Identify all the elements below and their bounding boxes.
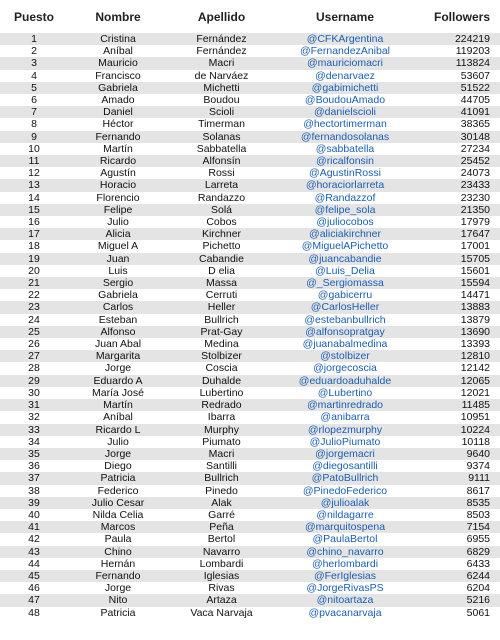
- cell-puesto: 17: [0, 228, 68, 240]
- cell-apellido: Boudou: [168, 94, 275, 106]
- cell-username-link[interactable]: @BoudouAmado: [275, 94, 415, 106]
- cell-username-link[interactable]: @rlopezmurphy: [275, 424, 415, 436]
- cell-apellido: Rossi: [168, 167, 275, 179]
- cell-followers: 17001: [415, 240, 500, 252]
- cell-followers: 7154: [415, 521, 500, 533]
- cell-apellido: Michetti: [168, 82, 275, 94]
- cell-nombre: Eduardo A: [68, 375, 168, 387]
- cell-username-link[interactable]: @denarvaez: [275, 70, 415, 82]
- cell-nombre: Julio: [68, 216, 168, 228]
- cell-puesto: 24: [0, 314, 68, 326]
- cell-username-link[interactable]: @JorgeRivasPS: [275, 582, 415, 594]
- cell-apellido: D elia: [168, 265, 275, 277]
- cell-username-link[interactable]: @felipe_sola: [275, 204, 415, 216]
- cell-followers: 12065: [415, 375, 500, 387]
- cell-puesto: 34: [0, 436, 68, 448]
- cell-apellido: Garré: [168, 509, 275, 521]
- cell-username-link[interactable]: @PaulaBertol: [275, 533, 415, 545]
- cell-username-link[interactable]: @sabbatella: [275, 143, 415, 155]
- table-row: [0, 375, 500, 387]
- cell-nombre: Sergio: [68, 277, 168, 289]
- cell-puesto: 32: [0, 411, 68, 423]
- cell-puesto: 30: [0, 387, 68, 399]
- cell-apellido: Cabandie: [168, 253, 275, 265]
- table-row: [0, 33, 500, 45]
- cell-puesto: 22: [0, 289, 68, 301]
- cell-puesto: 35: [0, 448, 68, 460]
- cell-username-link[interactable]: @anibarra: [275, 411, 415, 423]
- cell-followers: 6204: [415, 582, 500, 594]
- cell-nombre: Hernán: [68, 558, 168, 570]
- cell-puesto: 37: [0, 472, 68, 484]
- table-row: [0, 131, 500, 143]
- cell-followers: 6955: [415, 533, 500, 545]
- cell-followers: 119203: [415, 45, 500, 57]
- cell-username-link[interactable]: @Luis_Delia: [275, 265, 415, 277]
- cell-followers: 10224: [415, 424, 500, 436]
- cell-apellido: Heller: [168, 301, 275, 313]
- cell-followers: 11485: [415, 399, 500, 411]
- cell-username-link[interactable]: @FernandezAnibal: [275, 45, 415, 57]
- cell-username-link[interactable]: @marquitospena: [275, 521, 415, 533]
- cell-apellido: Coscia: [168, 362, 275, 374]
- cell-puesto: 26: [0, 338, 68, 350]
- cell-followers: 113824: [415, 57, 500, 69]
- cell-apellido: Vaca Narvaja: [168, 607, 275, 619]
- cell-puesto: 39: [0, 497, 68, 509]
- cell-followers: 17979: [415, 216, 500, 228]
- cell-puesto: 16: [0, 216, 68, 228]
- cell-puesto: 19: [0, 253, 68, 265]
- cell-followers: 9640: [415, 448, 500, 460]
- table-row: [0, 326, 500, 338]
- table-row: [0, 228, 500, 240]
- cell-username-link[interactable]: @PatoBullrich: [275, 472, 415, 484]
- cell-apellido: Duhalde: [168, 375, 275, 387]
- cell-nombre: Aníbal: [68, 45, 168, 57]
- cell-username-link[interactable]: @julioalak: [275, 497, 415, 509]
- cell-followers: 15601: [415, 265, 500, 277]
- cell-followers: 38365: [415, 118, 500, 130]
- cell-username-link[interactable]: @danielscioli: [275, 106, 415, 118]
- table-row: [0, 424, 500, 436]
- cell-nombre: Martín: [68, 143, 168, 155]
- table-row: [0, 253, 500, 265]
- cell-nombre: Héctor: [68, 118, 168, 130]
- cell-followers: 15705: [415, 253, 500, 265]
- cell-puesto: 36: [0, 460, 68, 472]
- cell-nombre: Juan Abal: [68, 338, 168, 350]
- cell-apellido: de Narváez: [168, 70, 275, 82]
- cell-username-link[interactable]: @gabimichetti: [275, 82, 415, 94]
- cell-apellido: Ibarra: [168, 411, 275, 423]
- cell-puesto: 11: [0, 155, 68, 167]
- table-row: [0, 289, 500, 301]
- cell-username-link[interactable]: @CarlosHeller: [275, 301, 415, 313]
- cell-followers: 6829: [415, 546, 500, 558]
- cell-username-link[interactable]: @juanabalmedina: [275, 338, 415, 350]
- cell-username-link[interactable]: @fernandosolanas: [275, 131, 415, 143]
- cell-apellido: Fernández: [168, 45, 275, 57]
- cell-nombre: Jorge: [68, 448, 168, 460]
- cell-followers: 23433: [415, 179, 500, 191]
- cell-username-link[interactable]: @FerIglesias: [275, 570, 415, 582]
- cell-nombre: Patricia: [68, 472, 168, 484]
- table-row: [0, 472, 500, 484]
- cell-apellido: Stolbizer: [168, 350, 275, 362]
- cell-nombre: Martín: [68, 399, 168, 411]
- cell-nombre: Gabriela: [68, 289, 168, 301]
- cell-puesto: 3: [0, 57, 68, 69]
- table-row: [0, 338, 500, 350]
- cell-puesto: 31: [0, 399, 68, 411]
- table-row: [0, 155, 500, 167]
- cell-nombre: Luis: [68, 265, 168, 277]
- cell-username-link[interactable]: @mauriciomacri: [275, 57, 415, 69]
- cell-puesto: 14: [0, 192, 68, 204]
- table-row: [0, 204, 500, 216]
- cell-puesto: 44: [0, 558, 68, 570]
- cell-apellido: Macri: [168, 57, 275, 69]
- cell-nombre: Jorge: [68, 362, 168, 374]
- cell-username-link[interactable]: @nitoartaza: [275, 594, 415, 606]
- table-row: [0, 521, 500, 533]
- table-row: [0, 216, 500, 228]
- cell-apellido: Alfonsín: [168, 155, 275, 167]
- cell-puesto: 47: [0, 594, 68, 606]
- cell-apellido: Murphy: [168, 424, 275, 436]
- table-row: [0, 570, 500, 582]
- cell-nombre: Margarita: [68, 350, 168, 362]
- cell-followers: 12142: [415, 362, 500, 374]
- cell-apellido: Pichetto: [168, 240, 275, 252]
- cell-puesto: 13: [0, 179, 68, 191]
- cell-puesto: 27: [0, 350, 68, 362]
- table-row: [0, 387, 500, 399]
- cell-username-link[interactable]: @juancabandie: [275, 253, 415, 265]
- cell-puesto: 42: [0, 533, 68, 545]
- table-row: [0, 301, 500, 313]
- cell-apellido: Scioli: [168, 106, 275, 118]
- table-row: [0, 362, 500, 374]
- cell-nombre: Cristina: [68, 33, 168, 45]
- cell-puesto: 18: [0, 240, 68, 252]
- table-row: [0, 167, 500, 179]
- cell-username-link[interactable]: @eduardoaduhalde: [275, 375, 415, 387]
- cell-puesto: 33: [0, 424, 68, 436]
- cell-followers: 5216: [415, 594, 500, 606]
- cell-puesto: 21: [0, 277, 68, 289]
- cell-apellido: Rivas: [168, 582, 275, 594]
- cell-nombre: Diego: [68, 460, 168, 472]
- table-header: [0, 0, 500, 33]
- table-row: [0, 460, 500, 472]
- cell-nombre: Horacio: [68, 179, 168, 191]
- table-row: [0, 436, 500, 448]
- cell-username-link[interactable]: @Lubertino: [275, 387, 415, 399]
- cell-puesto: 12: [0, 167, 68, 179]
- cell-nombre: Fernando: [68, 570, 168, 582]
- cell-apellido: Sabbatella: [168, 143, 275, 155]
- cell-followers: 23230: [415, 192, 500, 204]
- cell-nombre: Felipe: [68, 204, 168, 216]
- cell-username-link[interactable]: @estebanbullrich: [275, 314, 415, 326]
- column-header-apellido: Apellido: [197, 9, 246, 24]
- table-row: [0, 82, 500, 94]
- cell-followers: 13879: [415, 314, 500, 326]
- cell-followers: 12021: [415, 387, 500, 399]
- cell-username-link[interactable]: @hectortimerman: [275, 118, 415, 130]
- cell-nombre: Carlos: [68, 301, 168, 313]
- cell-apellido: Cobos: [168, 216, 275, 228]
- table-row: [0, 607, 500, 619]
- cell-username-link[interactable]: @pvacanarvaja: [275, 607, 415, 619]
- table-row: [0, 265, 500, 277]
- cell-username-link[interactable]: @aliciakirchner: [275, 228, 415, 240]
- cell-nombre: Amado: [68, 94, 168, 106]
- table-row: [0, 350, 500, 362]
- cell-puesto: 1: [0, 33, 68, 45]
- cell-apellido: Cerruti: [168, 289, 275, 301]
- cell-apellido: Piumato: [168, 436, 275, 448]
- cell-followers: 53607: [415, 70, 500, 82]
- cell-username-link[interactable]: @MiguelAPichetto: [275, 240, 415, 252]
- table-row: [0, 70, 500, 82]
- cell-apellido: Kirchner: [168, 228, 275, 240]
- cell-nombre: Florencio: [68, 192, 168, 204]
- cell-username-link[interactable]: @CFKArgentina: [275, 33, 415, 45]
- table-row: [0, 94, 500, 106]
- cell-puesto: 20: [0, 265, 68, 277]
- cell-nombre: María José: [68, 387, 168, 399]
- table-row: [0, 533, 500, 545]
- cell-nombre: Ricardo: [68, 155, 168, 167]
- cell-username-link[interactable]: @jorgecoscia: [275, 362, 415, 374]
- cell-apellido: Lubertino: [168, 387, 275, 399]
- cell-puesto: 5: [0, 82, 68, 94]
- table-row: [0, 143, 500, 155]
- table-row: [0, 497, 500, 509]
- cell-nombre: Ricardo L: [68, 424, 168, 436]
- table-row: [0, 399, 500, 411]
- table-row: [0, 106, 500, 118]
- cell-apellido: Timerman: [168, 118, 275, 130]
- cell-puesto: 41: [0, 521, 68, 533]
- cell-nombre: Alfonso: [68, 326, 168, 338]
- cell-followers: 10951: [415, 411, 500, 423]
- cell-nombre: Gabriela: [68, 82, 168, 94]
- cell-followers: 9111: [415, 472, 500, 484]
- table-row: [0, 558, 500, 570]
- cell-username-link[interactable]: @AgustinRossi: [275, 167, 415, 179]
- table-row: [0, 582, 500, 594]
- cell-nombre: Chino: [68, 546, 168, 558]
- cell-nombre: Francisco: [68, 70, 168, 82]
- cell-followers: 30148: [415, 131, 500, 143]
- cell-username-link[interactable]: @juliocobos: [275, 216, 415, 228]
- cell-nombre: Alicia: [68, 228, 168, 240]
- header-row: [0, 0, 500, 33]
- cell-apellido: Peña: [168, 521, 275, 533]
- cell-nombre: Marcos: [68, 521, 168, 533]
- cell-nombre: Daniel: [68, 106, 168, 118]
- cell-nombre: Agustín: [68, 167, 168, 179]
- cell-username-link[interactable]: @Randazzof: [275, 192, 415, 204]
- cell-username-link[interactable]: @stolbizer: [275, 350, 415, 362]
- cell-followers: 21350: [415, 204, 500, 216]
- cell-nombre: Patricia: [68, 607, 168, 619]
- cell-puesto: 43: [0, 546, 68, 558]
- column-header-followers: Followers: [433, 9, 490, 24]
- cell-username-link[interactable]: @martinredrado: [275, 399, 415, 411]
- cell-puesto: 23: [0, 301, 68, 313]
- table-body: [0, 33, 500, 619]
- cell-followers: 14471: [415, 289, 500, 301]
- cell-followers: 17647: [415, 228, 500, 240]
- column-header-username: Username: [315, 9, 375, 24]
- cell-puesto: 28: [0, 362, 68, 374]
- cell-puesto: 45: [0, 570, 68, 582]
- cell-username-link[interactable]: @nildagarre: [275, 509, 415, 521]
- cell-username-link[interactable]: @ricalfonsin: [275, 155, 415, 167]
- cell-apellido: Larreta: [168, 179, 275, 191]
- cell-nombre: Julio Cesar: [68, 497, 168, 509]
- cell-followers: 6433: [415, 558, 500, 570]
- cell-nombre: Jorge: [68, 582, 168, 594]
- table-row: [0, 192, 500, 204]
- cell-apellido: Redrado: [168, 399, 275, 411]
- column-header-puesto: Puesto: [13, 9, 54, 24]
- cell-username-link[interactable]: @_Sergiomassa: [275, 277, 415, 289]
- cell-apellido: Solanas: [168, 131, 275, 143]
- cell-apellido: Navarro: [168, 546, 275, 558]
- cell-puesto: 40: [0, 509, 68, 521]
- table-row: [0, 277, 500, 289]
- cell-username-link[interactable]: @gabicerru: [275, 289, 415, 301]
- cell-apellido: Iglesias: [168, 570, 275, 582]
- cell-nombre: Nito: [68, 594, 168, 606]
- table-row: [0, 411, 500, 423]
- cell-puesto: 8: [0, 118, 68, 130]
- cell-apellido: Alak: [168, 497, 275, 509]
- cell-apellido: Macri: [168, 448, 275, 460]
- cell-followers: 27234: [415, 143, 500, 155]
- table-row: [0, 594, 500, 606]
- cell-username-link[interactable]: @horaciorlarreta: [275, 179, 415, 191]
- cell-puesto: 9: [0, 131, 68, 143]
- cell-username-link[interactable]: @JulioPiumato: [275, 436, 415, 448]
- cell-username-link[interactable]: @alfonsopratgay: [275, 326, 415, 338]
- table-row: [0, 314, 500, 326]
- cell-puesto: 2: [0, 45, 68, 57]
- table-row: [0, 546, 500, 558]
- cell-apellido: Pinedo: [168, 485, 275, 497]
- column-header-nombre: Nombre: [95, 9, 141, 24]
- cell-puesto: 10: [0, 143, 68, 155]
- cell-username-link[interactable]: @herlombardi: [275, 558, 415, 570]
- cell-nombre: Mauricio: [68, 57, 168, 69]
- cell-puesto: 25: [0, 326, 68, 338]
- cell-apellido: Randazzo: [168, 192, 275, 204]
- cell-apellido: Bullrich: [168, 472, 275, 484]
- cell-puesto: 38: [0, 485, 68, 497]
- cell-username-link[interactable]: @diegosantilli: [275, 460, 415, 472]
- cell-nombre: Esteban: [68, 314, 168, 326]
- cell-username-link[interactable]: @PinedoFederico: [275, 485, 415, 497]
- cell-username-link[interactable]: @jorgemacri: [275, 448, 415, 460]
- cell-followers: 12810: [415, 350, 500, 362]
- cell-nombre: Julio: [68, 436, 168, 448]
- cell-followers: 51522: [415, 82, 500, 94]
- cell-nombre: Nilda Celia: [68, 509, 168, 521]
- cell-followers: 13883: [415, 301, 500, 313]
- cell-apellido: Solá: [168, 204, 275, 216]
- cell-followers: 8617: [415, 485, 500, 497]
- table-row: [0, 240, 500, 252]
- cell-followers: 13393: [415, 338, 500, 350]
- table-row: [0, 485, 500, 497]
- table-row: [0, 448, 500, 460]
- cell-apellido: Fernández: [168, 33, 275, 45]
- cell-followers: 9374: [415, 460, 500, 472]
- cell-apellido: Medina: [168, 338, 275, 350]
- cell-apellido: Bullrich: [168, 314, 275, 326]
- cell-followers: 6244: [415, 570, 500, 582]
- cell-nombre: Fernando: [68, 131, 168, 143]
- cell-nombre: Miguel A: [68, 240, 168, 252]
- cell-puesto: 4: [0, 70, 68, 82]
- cell-apellido: Lombardi: [168, 558, 275, 570]
- table-row: [0, 57, 500, 69]
- cell-username-link[interactable]: @chino_navarro: [275, 546, 415, 558]
- cell-nombre: Federico: [68, 485, 168, 497]
- cell-puesto: 48: [0, 607, 68, 619]
- cell-puesto: 6: [0, 94, 68, 106]
- cell-followers: 41091: [415, 106, 500, 118]
- cell-followers: 25452: [415, 155, 500, 167]
- cell-followers: 8535: [415, 497, 500, 509]
- cell-followers: 10118: [415, 436, 500, 448]
- cell-nombre: Paula: [68, 533, 168, 545]
- cell-followers: 44705: [415, 94, 500, 106]
- cell-apellido: Artaza: [168, 594, 275, 606]
- cell-followers: 13690: [415, 326, 500, 338]
- cell-followers: 224219: [415, 33, 500, 45]
- cell-followers: 8503: [415, 509, 500, 521]
- cell-puesto: 7: [0, 106, 68, 118]
- cell-nombre: Aníbal: [68, 411, 168, 423]
- cell-followers: 24073: [415, 167, 500, 179]
- cell-followers: 5061: [415, 607, 500, 619]
- cell-followers: 15594: [415, 277, 500, 289]
- table-row: [0, 45, 500, 57]
- cell-puesto: 29: [0, 375, 68, 387]
- cell-apellido: Santilli: [168, 460, 275, 472]
- table-row: [0, 118, 500, 130]
- cell-puesto: 46: [0, 582, 68, 594]
- cell-apellido: Massa: [168, 277, 275, 289]
- table-row: [0, 509, 500, 521]
- table-row: [0, 179, 500, 191]
- cell-apellido: Prat-Gay: [168, 326, 275, 338]
- cell-puesto: 15: [0, 204, 68, 216]
- cell-apellido: Bertol: [168, 533, 275, 545]
- cell-nombre: Juan: [68, 253, 168, 265]
